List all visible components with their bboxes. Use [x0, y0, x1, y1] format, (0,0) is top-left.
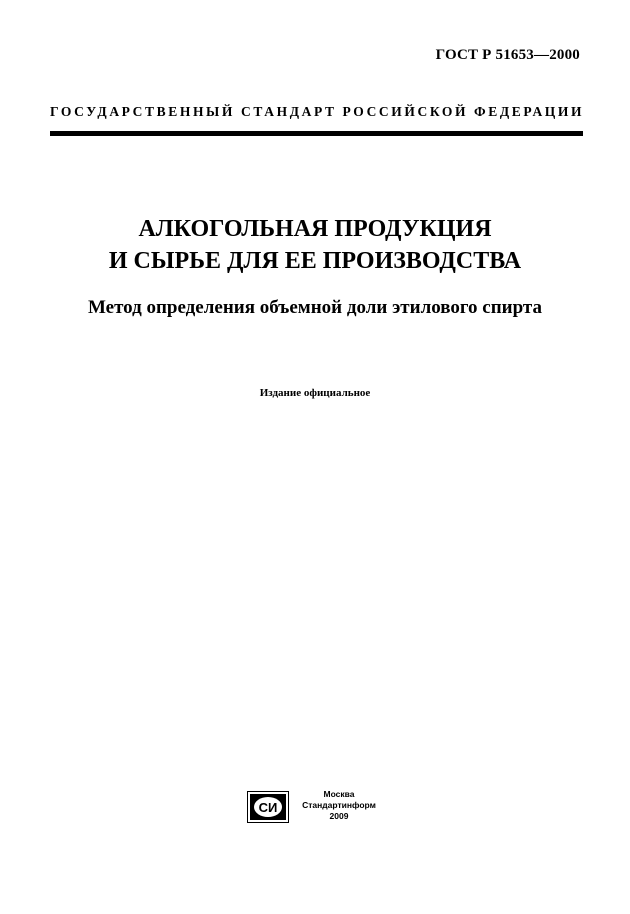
- logo-lettering: СИ: [258, 800, 278, 815]
- title-line-1: АЛКОГОЛЬНАЯ ПРОДУКЦИЯ: [138, 216, 492, 242]
- document-title: [0, 213, 630, 277]
- publisher-imprint: [291, 789, 387, 822]
- standartinform-logo-icon: [247, 791, 289, 823]
- title-line-2: И СЫРЬЕ ДЛЯ ЕЕ ПРОИЗВОДСТВА: [108, 248, 522, 274]
- imprint-city: Москва: [323, 789, 355, 799]
- header-divider: [50, 131, 583, 136]
- imprint-year: 2009: [329, 811, 349, 821]
- state-standard-heading: ГОСУДАРСТВЕННЫЙ СТАНДАРТ РОССИЙСКОЙ ФЕДЕРАЦИИ: [50, 104, 585, 119]
- document-subtitle: Метод определения объемной доли этилового спирта: [87, 297, 543, 318]
- document-number: ГОСТ Р 51653—2000: [435, 47, 580, 63]
- imprint-publisher: Стандартинформ: [302, 800, 376, 810]
- edition-note: Издание официальное: [259, 387, 371, 399]
